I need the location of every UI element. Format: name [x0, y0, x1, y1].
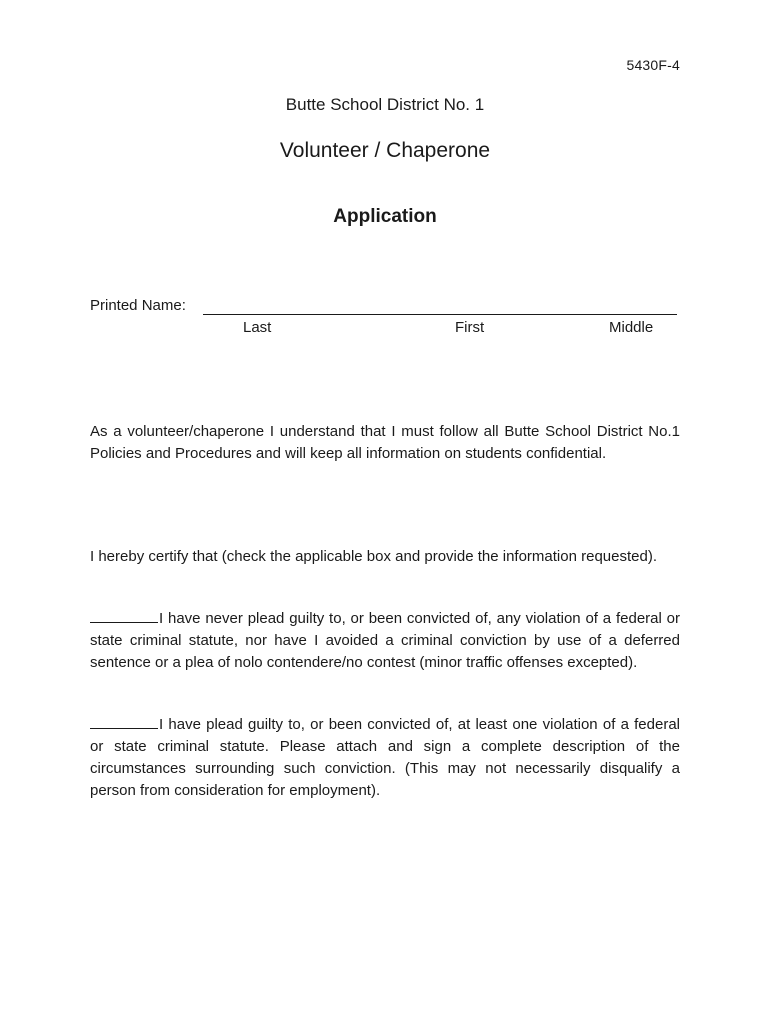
printed-name-label: Printed Name:	[90, 297, 186, 314]
certify-intro: I hereby certify that (check the applicable box and provide the information requested).	[90, 548, 657, 565]
form-code: 5430F-4	[626, 57, 680, 73]
form-title: Volunteer / Chaperone	[279, 139, 491, 162]
district-name: Butte School District No. 1	[285, 95, 485, 114]
agreement-paragraph: As a volunteer/chaperone I understand that I must follow all Butte School District No.1 Policies and Procedures and will keep all information on students confidential.	[90, 423, 680, 462]
option-convicted	[90, 714, 680, 802]
option-have-text: I have plead guilty to, or been convicted of, at least one violation of a federal or state criminal statute. Please attach and sign a complete description of the circumstances surrounding such conviction. (This may not necessarily disqualify a person from consideration for employment).	[90, 716, 680, 799]
convicted-checkbox[interactable]	[90, 714, 158, 729]
never-convicted-checkbox[interactable]	[90, 608, 158, 623]
option-never-text: I have never plead guilty to, or been convicted of, any violation of a federal or state criminal statute, nor have I avoided a criminal conviction by use of a deferred sentence or a plea of nolo contendere/no contest (minor traffic offenses excepted).	[90, 610, 680, 671]
form-subtitle: Application	[333, 206, 437, 227]
middle-name-label: Middle	[609, 319, 654, 336]
last-name-label: Last	[243, 319, 272, 336]
first-name-label: First	[455, 319, 485, 336]
printed-name-row	[90, 297, 680, 319]
printed-name-field[interactable]	[203, 314, 677, 315]
option-never-convicted	[90, 608, 680, 674]
